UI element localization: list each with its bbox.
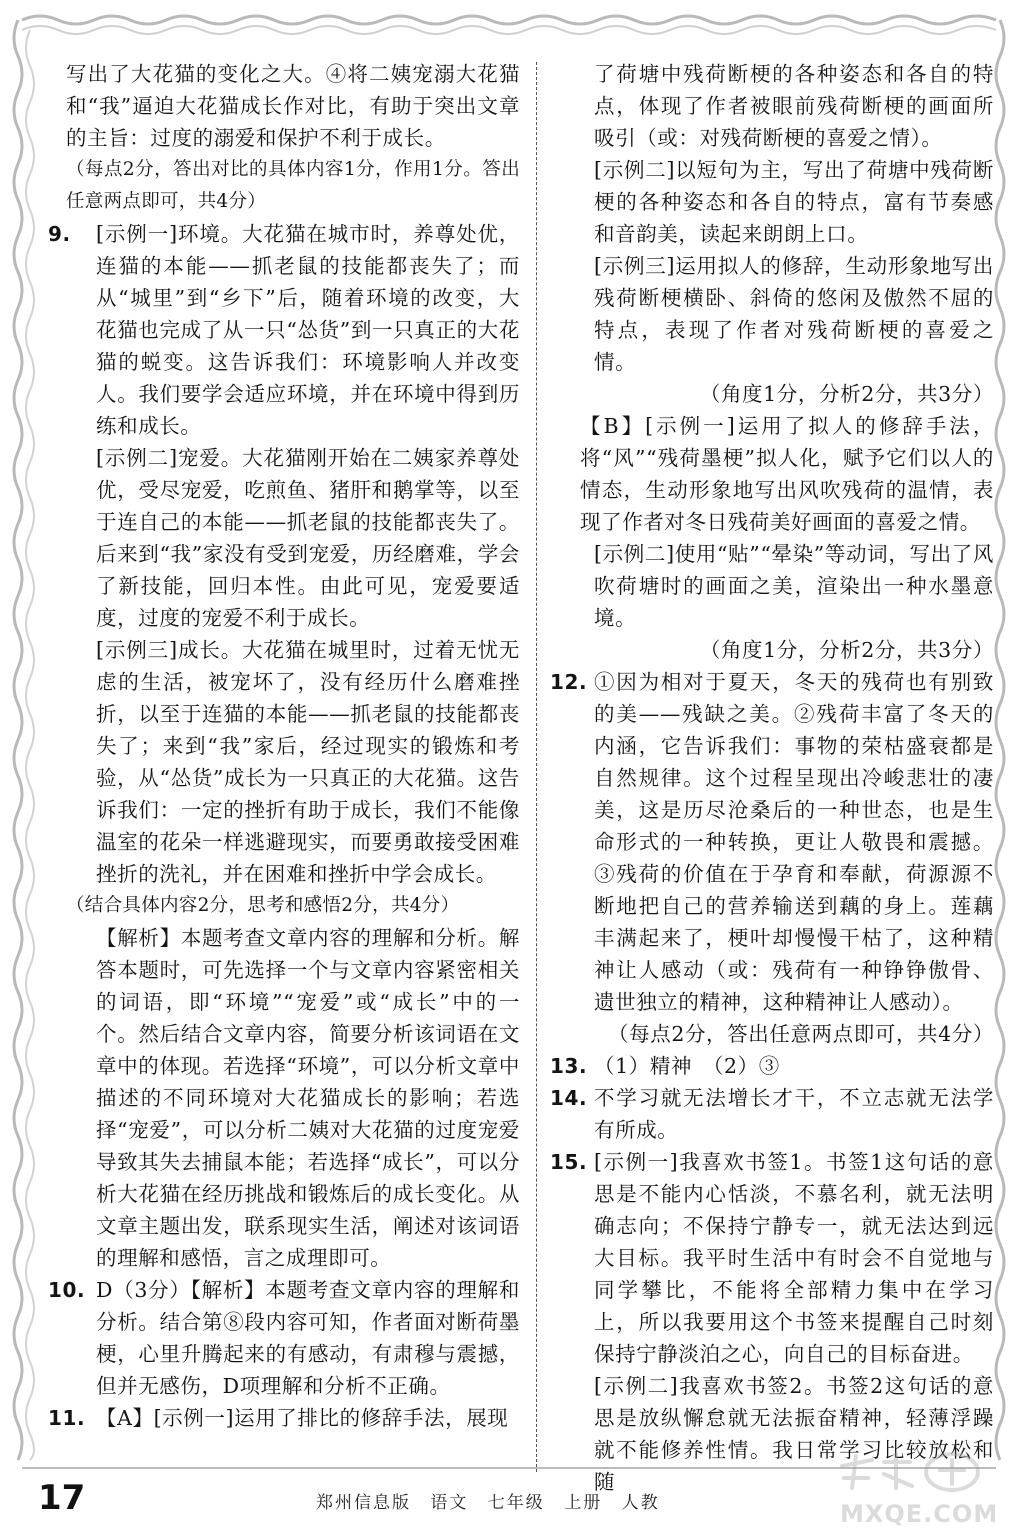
scoring-note bbox=[556, 378, 994, 410]
paragraph-text: 【B】[示例一]运用了拟人的修辞手法，将“风”“残荷墨梗”拟人化，赋予它们以人的情态，生动形象地写出风吹残荷的温情，表现了作者对冬日残荷美好画面的喜爱之情。 bbox=[580, 414, 994, 534]
answer-paragraph bbox=[556, 58, 994, 154]
scoring-note bbox=[556, 634, 994, 666]
paragraph-text: （每点2分，答出对比的具体内容1分，作用1分。答出任意两点即可，共4分） bbox=[66, 159, 520, 212]
question-number: 14. bbox=[550, 1086, 588, 1110]
answer-paragraph bbox=[556, 410, 994, 538]
answer-item bbox=[550, 1050, 994, 1082]
paragraph-text: ①因为相对于夏天，冬天的残荷也有别致的美——残缺之美。②残荷丰富了冬天的内涵，它告诉我们：事物的荣枯盛衰都是自然规律。这个过程呈现出冷峻悲壮的凄美，这是历尽沧桑后的一种世态，也是生命形式的一种转换，更让人敬畏和震撼。③残荷的价值在于孕育和奉献，荷源源不断地把自己的营养输送到藕的身上。莲藕丰满起来了，梗叶却慢慢干枯了，这种精神让人感动（或：残荷有一种铮铮傲骨、遗世独立的精神，这种精神让人感动）。 bbox=[594, 670, 994, 1014]
answer-item bbox=[550, 1146, 994, 1370]
question-number: 15. bbox=[550, 1150, 588, 1174]
paragraph-text: （1）精神 （2）③ bbox=[594, 1054, 780, 1078]
paragraph-text: D（3分）【解析】本题考查文章内容的理解和分析。结合第⑧段内容可知，作者面对断荷墨梗，心里升腾起来的有感动，有肃穆与震撼，但并无感伤，D项理解和分析不正确。 bbox=[96, 1278, 520, 1398]
answer-item bbox=[48, 1274, 520, 1402]
question-number: 9. bbox=[48, 222, 71, 246]
edition-info: 郑州信息版 语文 七年级 上册 人教 bbox=[316, 1493, 660, 1513]
answer-item bbox=[48, 1402, 520, 1434]
answer-paragraph bbox=[66, 922, 520, 1274]
page-number: 17 bbox=[38, 1478, 86, 1518]
paragraph-text: [示例二]我喜欢书签2。书签2这句话的意思是放纵懈怠就无法振奋精神，轻薄浮躁就不能修养性情。我日常学习比较放松和随 bbox=[594, 1374, 994, 1494]
paragraph-text: [示例二]使用“贴”“晕染”等动词，写出了风吹荷塘时的画面之美，渲染出一种水墨意境。 bbox=[594, 542, 994, 630]
paragraph-text: [示例三]运用拟人的修辞，生动形象地写出残荷断梗横卧、斜倚的悠闲及傲然不屈的特点，表现了作者对残荷断梗的喜爱之情。 bbox=[594, 254, 994, 374]
column-divider bbox=[536, 62, 537, 1472]
paragraph-text: 【解析】本题考查文章内容的理解和分析。解答本题时，可先选择一个与文章内容紧密相关的词语，即“环境”“宠爱”或“成长”中的一个。然后结合文章内容，简要分析该词语在文章中的体现。若选择“环境”，可以分析文章中描述的不同环境对大花猫成长的影响；若选择“宠爱”，可以分析二姨对大花猫的过度宠爱导致其失去捕鼠本能；若选择“成长”，可以分析大花猫在经历挑战和锻炼后的成长变化。从文章主题出发，联系现实生活，阐述对该词语的理解和感悟，言之成理即可。 bbox=[96, 926, 520, 1270]
paragraph-text: 【A】[示例一]运用了排比的修辞手法，展现 bbox=[96, 1406, 509, 1430]
answer-paragraph bbox=[556, 538, 994, 634]
scoring-note bbox=[556, 1018, 994, 1050]
right-column bbox=[550, 58, 994, 1498]
paragraph-text: [示例一]环境。大花猫在城市时，养尊处优，连猫的本能——抓老鼠的技能都丧失了；而从“城里”到“乡下”后，随着环境的改变，大花猫也完成了从一只“怂货”到一只真正的大花猫的蜕变。这告诉我们：环境影响人并改变人。我们要学会适应环境，并在环境中得到历练和成长。 bbox=[96, 222, 520, 438]
paragraph-text: [示例二]宠爱。大花猫刚开始在二姨家养尊处优，受尽宠爱，吃煎鱼、猪肝和鹅掌等，以至于连自己的本能——抓老鼠的技能都丧失了。后来到“我”家没有受到宠爱，历经磨难，学会了新技能，回归本性。由此可见，宠爱要适度，过度的宠爱不利于成长。 bbox=[96, 446, 520, 630]
question-number: 11. bbox=[48, 1406, 86, 1430]
paragraph-text: （角度1分，分析2分，共3分） bbox=[699, 382, 994, 406]
paragraph-text: （结合具体内容2分，思考和感悟2分，共4分） bbox=[66, 895, 460, 916]
paragraph-text: 不学习就无法增长才干，不立志就无法学有所成。 bbox=[594, 1086, 994, 1142]
question-number: 13. bbox=[550, 1054, 588, 1078]
scoring-note bbox=[66, 890, 520, 922]
paragraph-text: 了荷塘中残荷断梗的各种姿态和各自的特点，体现了作者被眼前残荷断梗的画面所吸引（或：对残荷断梗的喜爱之情）。 bbox=[594, 62, 994, 150]
answer-paragraph bbox=[556, 154, 994, 250]
paragraph-text: （角度1分，分析2分，共3分） bbox=[699, 638, 994, 662]
watermark-logo bbox=[832, 1448, 1012, 1530]
answer-paragraph bbox=[66, 442, 520, 634]
answer-item bbox=[550, 1082, 994, 1146]
answer-paragraph bbox=[66, 58, 520, 154]
scoring-note bbox=[66, 154, 520, 218]
answer-paragraph bbox=[66, 634, 520, 890]
answer-item bbox=[48, 218, 520, 442]
answer-item bbox=[550, 666, 994, 1018]
paragraph-text: 写出了大花猫的变化之大。④将二姨宠溺大花猫和“我”逼迫大花猫成长作对比，有助于突出文章的主旨：过度的溺爱和保护不利于成长。 bbox=[66, 62, 520, 150]
paragraph-text: [示例三]成长。大花猫在城里时，过着无忧无虑的生活，被宠坏了，没有经历什么磨难挫折，以至于连猫的本能——抓老鼠的技能都丧失了；来到“我”家后，经过现实的锻炼和考验，从“怂货”成长为一只真正的大花猫。这告诉我们：一定的挫折有助于成长，我们不能像温室的花朵一样逃避现实，而要勇敢接受困难挫折的洗礼，并在困难和挫折中学会成长。 bbox=[96, 638, 520, 886]
question-number: 10. bbox=[48, 1278, 86, 1302]
question-number: 12. bbox=[550, 670, 588, 694]
svg-text:MXQE.COM: MXQE.COM bbox=[840, 1500, 999, 1528]
paragraph-text: [示例一]我喜欢书签1。书签1这句话的意思是不能内心恬淡，不慕名利，就无法明确志向；不保持宁静专一，就无法达到远大目标。我平时生活中有时会不自觉地与同学攀比，不能将全部精力集中在学习上，所以我要用这个书签来提醒自己时刻保持宁静淡泊之心，向自己的目标奋进。 bbox=[594, 1150, 994, 1366]
answer-paragraph bbox=[556, 250, 994, 378]
paragraph-text: （每点2分，答出任意两点即可，共4分） bbox=[608, 1022, 994, 1046]
left-column bbox=[48, 58, 520, 1434]
paragraph-text: [示例二]以短句为主，写出了荷塘中残荷断梗的各种姿态和各自的特点，富有节奏感和音韵美，读起来朗朗上口。 bbox=[594, 158, 994, 246]
